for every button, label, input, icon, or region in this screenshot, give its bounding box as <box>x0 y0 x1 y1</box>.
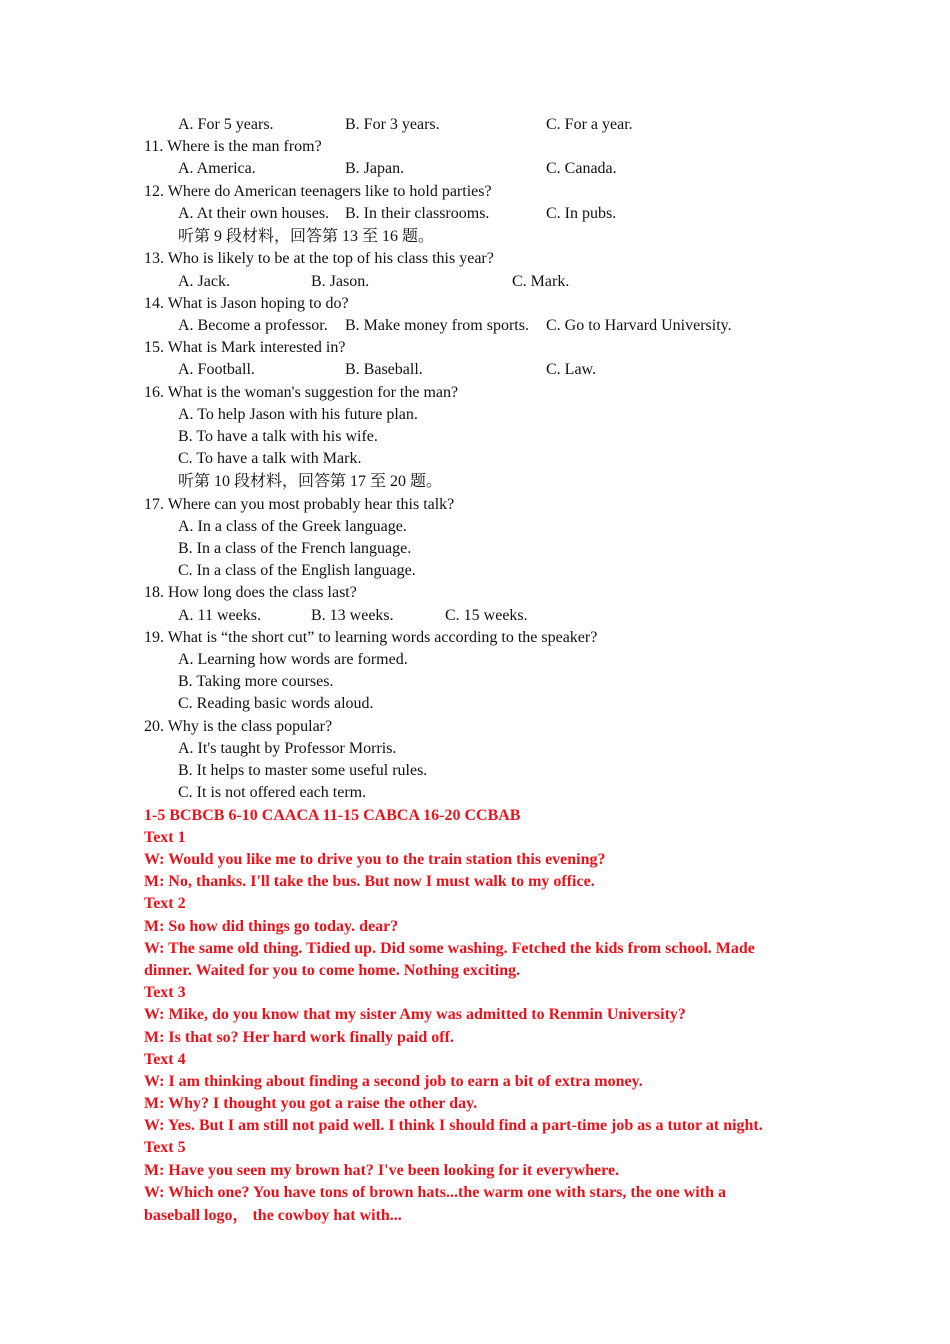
question-11: 11. Where is the man from? <box>144 138 322 155</box>
transcript-line: M: Have you seen my brown hat? I've been looking for it everywhere. <box>144 1162 620 1179</box>
option-b: B. Baseball. <box>345 361 423 378</box>
transcript-heading: Text 5 <box>144 1139 186 1156</box>
option-a: A. Football. <box>178 361 255 378</box>
section-heading-9: 听第 9 段材料，回答第 13 至 16 题。 <box>178 228 435 245</box>
option-b: B. Jason. <box>311 273 370 290</box>
transcript-line: M: No, thanks. I'll take the bus. But now I must walk to my office. <box>144 873 595 890</box>
question-20: 20. Why is the class popular? <box>144 718 333 735</box>
section-heading-10: 听第 10 段材料，回答第 17 至 20 题。 <box>178 473 443 490</box>
option-c: C. Law. <box>546 361 597 378</box>
transcript-line: W: Mike, do you know that my sister Amy was admitted to Renmin University? <box>144 1006 686 1023</box>
option-b: B. 13 weeks. <box>311 607 394 624</box>
option-c: C. To have a talk with Mark. <box>178 450 362 467</box>
option-a: A. It's taught by Professor Morris. <box>178 740 397 757</box>
question-12: 12. Where do American teenagers like to hold parties? <box>144 183 492 200</box>
transcript-line: W: Would you like me to drive you to the train station this evening? <box>144 851 606 868</box>
option-b: B. To have a talk with his wife. <box>178 428 378 445</box>
option-b: B. It helps to master some useful rules. <box>178 762 428 779</box>
transcript-line: M: Why? I thought you got a raise the other day. <box>144 1095 478 1112</box>
transcript-line: W: The same old thing. Tidied up. Did some washing. Fetched the kids from school. Made <box>144 940 755 957</box>
transcript-line: W: Which one? You have tons of brown hats...the warm one with stars, the one with a <box>144 1184 726 1201</box>
option-c: C. 15 weeks. <box>445 607 528 624</box>
answer-key: 1-5 BCBCB 6-10 CAACA 11-15 CABCA 16-20 CCBAB <box>144 807 521 824</box>
question-13: 13. Who is likely to be at the top of his class this year? <box>144 250 494 267</box>
option-c: C. For a year. <box>546 116 633 133</box>
option-c: C. Canada. <box>546 160 617 177</box>
question-18: 18. How long does the class last? <box>144 584 357 601</box>
option-c: C. In pubs. <box>546 205 617 222</box>
option-a: A. In a class of the Greek language. <box>178 518 407 535</box>
option-a: A. Jack. <box>178 273 230 290</box>
option-c: C. Reading basic words aloud. <box>178 695 374 712</box>
option-b: B. Japan. <box>345 160 405 177</box>
transcript-line: W: Yes. But I am still not paid well. I think I should find a part-time job as a tutor at night. <box>144 1117 763 1134</box>
transcript-line: W: I am thinking about finding a second job to earn a bit of extra money. <box>144 1073 643 1090</box>
option-b: B. In a class of the French language. <box>178 540 412 557</box>
question-15: 15. What is Mark interested in? <box>144 339 346 356</box>
option-b: B. Make money from sports. <box>345 317 529 334</box>
transcript-heading: Text 1 <box>144 829 186 846</box>
option-c: C. In a class of the English language. <box>178 562 416 579</box>
option-b: B. Taking more courses. <box>178 673 334 690</box>
transcript-line: dinner. Waited for you to come home. Nothing exciting. <box>144 962 521 979</box>
option-c: C. Mark. <box>512 273 570 290</box>
question-14: 14. What is Jason hoping to do? <box>144 295 349 312</box>
option-c: C. It is not offered each term. <box>178 784 367 801</box>
question-19: 19. What is “the short cut” to learning words according to the speaker? <box>144 629 598 646</box>
transcript-line: baseball logo， the cowboy hat with... <box>144 1207 402 1224</box>
transcript-line: M: So how did things go today. dear? <box>144 918 399 935</box>
option-c: C. Go to Harvard University. <box>546 317 732 334</box>
question-17: 17. Where can you most probably hear this talk? <box>144 496 455 513</box>
option-a: A. To help Jason with his future plan. <box>178 406 418 423</box>
option-a: A. 11 weeks. <box>178 607 261 624</box>
option-a: A. Become a professor. <box>178 317 328 334</box>
transcript-line: M: Is that so? Her hard work finally paid off. <box>144 1029 454 1046</box>
option-b: B. For 3 years. <box>345 116 440 133</box>
question-16: 16. What is the woman's suggestion for the man? <box>144 384 459 401</box>
option-b: B. In their classrooms. <box>345 205 490 222</box>
option-a: A. At their own houses. <box>178 205 330 222</box>
transcript-heading: Text 4 <box>144 1051 186 1068</box>
option-a: A. Learning how words are formed. <box>178 651 408 668</box>
transcript-heading: Text 2 <box>144 895 186 912</box>
option-a: A. For 5 years. <box>178 116 274 133</box>
transcript-heading: Text 3 <box>144 984 186 1001</box>
option-a: A. America. <box>178 160 256 177</box>
